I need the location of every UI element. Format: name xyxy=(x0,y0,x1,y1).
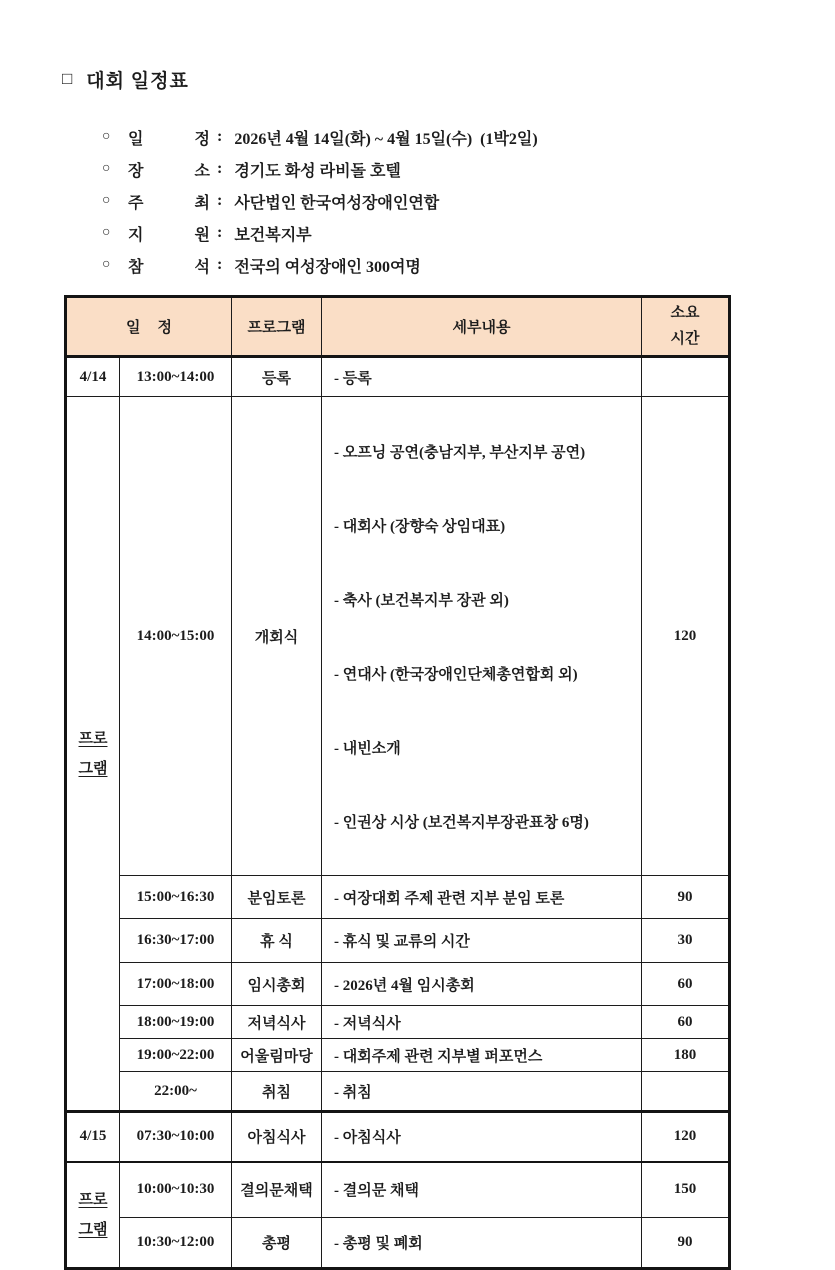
event-info-list xyxy=(102,121,538,281)
time-cell: 16:30~17:00 xyxy=(120,919,232,963)
schedule-row-general-meeting xyxy=(66,963,730,1006)
details-cell: - 휴식 및 교류의 시간 xyxy=(322,919,642,963)
day-cell: 4/15 xyxy=(66,1112,120,1162)
schedule-row-dinner xyxy=(66,1006,730,1039)
schedule-row-breakfast xyxy=(66,1112,730,1162)
info-label xyxy=(128,222,210,245)
info-label-char: 일 xyxy=(128,130,144,148)
program-cell: 분임토론 xyxy=(232,876,322,919)
schedule-row-review-closing xyxy=(66,1218,730,1269)
duration-cell: 30 xyxy=(642,919,730,963)
page-title-text: 대회 일정표 xyxy=(86,71,189,92)
info-line-venue xyxy=(102,153,538,185)
header-details: 세부내용 xyxy=(322,297,642,357)
program-group-cell xyxy=(66,1162,120,1269)
time-cell: 17:00~18:00 xyxy=(120,963,232,1006)
header-duration xyxy=(642,297,730,357)
details-line: - 인권상 시상 (보건복지부장관표창 6명) xyxy=(334,814,589,831)
info-line-support xyxy=(102,217,538,249)
time-cell: 14:00~15:00 xyxy=(120,397,232,876)
program-cell: 결의문채택 xyxy=(232,1162,322,1218)
details-cell: - 2026년 4월 임시총회 xyxy=(322,963,642,1006)
schedule-row-registration xyxy=(66,357,730,397)
duration-cell: 120 xyxy=(642,1112,730,1162)
schedule-table xyxy=(64,295,731,1270)
program-cell: 어울림마당 xyxy=(232,1039,322,1072)
square-bullet-icon: □ xyxy=(62,69,74,88)
info-label-char: 참 xyxy=(128,258,144,276)
info-separator: : xyxy=(217,128,223,145)
program-group-line1: 프로 xyxy=(78,1191,108,1208)
duration-cell: 90 xyxy=(642,1218,730,1269)
info-label-char: 소 xyxy=(194,162,210,180)
program-cell: 총평 xyxy=(232,1218,322,1269)
program-cell: 취침 xyxy=(232,1072,322,1112)
details-line: - 대회사 (장향숙 상임대표) xyxy=(334,518,506,535)
program-cell: 휴 식 xyxy=(232,919,322,963)
program-cell: 개회식 xyxy=(232,397,322,876)
circle-bullet-icon: ○ xyxy=(102,225,111,240)
time-cell: 19:00~22:00 xyxy=(120,1039,232,1072)
info-label-char: 정 xyxy=(194,130,210,148)
info-separator: : xyxy=(217,224,223,241)
details-cell xyxy=(322,397,642,876)
program-cell: 아침식사 xyxy=(232,1112,322,1162)
info-label xyxy=(128,254,210,277)
header-program: 프로그램 xyxy=(232,297,322,357)
info-value-date: 2026년 4월 14일(화) ~ 4월 15일(수) (1박2일) xyxy=(234,130,538,148)
schedule-row-performance xyxy=(66,1039,730,1072)
time-cell: 10:30~12:00 xyxy=(120,1218,232,1269)
header-duration-line2: 시간 xyxy=(670,330,700,347)
program-group-line2: 그램 xyxy=(78,1221,108,1238)
info-separator: : xyxy=(217,192,223,209)
circle-bullet-icon: ○ xyxy=(102,161,111,176)
info-line-host xyxy=(102,185,538,217)
time-cell: 07:30~10:00 xyxy=(120,1112,232,1162)
info-label-char: 원 xyxy=(194,226,210,244)
info-separator: : xyxy=(217,256,223,273)
info-label-char: 최 xyxy=(194,194,210,212)
info-line-date xyxy=(102,121,538,153)
duration-cell xyxy=(642,357,730,397)
details-cell: - 아침식사 xyxy=(322,1112,642,1162)
details-cell: - 취침 xyxy=(322,1072,642,1112)
details-line: - 연대사 (한국장애인단체총연합회 외) xyxy=(334,666,578,683)
info-label-char: 지 xyxy=(128,226,144,244)
details-cell: - 등록 xyxy=(322,357,642,397)
program-cell: 저녁식사 xyxy=(232,1006,322,1039)
header-schedule-char: 일 xyxy=(126,320,141,336)
circle-bullet-icon: ○ xyxy=(102,257,111,272)
info-value-support: 보건복지부 xyxy=(234,226,312,244)
header-schedule-char: 정 xyxy=(157,320,172,336)
details-cell: - 여장대회 주제 관련 지부 분임 토론 xyxy=(322,876,642,919)
details-cell: - 결의문 채택 xyxy=(322,1162,642,1218)
time-cell: 18:00~19:00 xyxy=(120,1006,232,1039)
duration-cell: 180 xyxy=(642,1039,730,1072)
schedule-table-container xyxy=(64,295,731,1270)
info-label-char: 장 xyxy=(128,162,144,180)
duration-cell: 120 xyxy=(642,397,730,876)
time-cell: 10:00~10:30 xyxy=(120,1162,232,1218)
info-label xyxy=(128,158,210,181)
details-cell: - 총평 및 폐회 xyxy=(322,1218,642,1269)
info-value-attendees: 전국의 여성장애인 300여명 xyxy=(234,258,421,276)
schedule-row-break xyxy=(66,919,730,963)
schedule-row-resolution xyxy=(66,1162,730,1218)
info-separator: : xyxy=(217,160,223,177)
details-line: - 축사 (보건복지부 장관 외) xyxy=(334,592,509,609)
duration-cell: 90 xyxy=(642,876,730,919)
info-label xyxy=(128,190,210,213)
circle-bullet-icon: ○ xyxy=(102,129,111,144)
info-value-venue: 경기도 화성 라비돌 호텔 xyxy=(234,162,401,180)
schedule-row-group-discussion xyxy=(66,876,730,919)
header-duration-line1: 소요 xyxy=(670,305,700,321)
header-schedule xyxy=(66,297,232,357)
program-group-line2: 그램 xyxy=(78,760,108,777)
program-group-cell xyxy=(66,397,120,1112)
day-cell: 4/14 xyxy=(66,357,120,397)
details-cell: - 대회주제 관련 지부별 퍼포먼스 xyxy=(322,1039,642,1072)
info-label-char: 석 xyxy=(194,258,210,276)
time-cell: 15:00~16:30 xyxy=(120,876,232,919)
details-line: - 내빈소개 xyxy=(334,740,401,757)
info-value-host: 사단법인 한국여성장애인연합 xyxy=(234,194,440,212)
program-cell: 임시총회 xyxy=(232,963,322,1006)
info-label xyxy=(128,126,210,149)
duration-cell: 60 xyxy=(642,1006,730,1039)
page-title xyxy=(62,66,189,93)
info-line-attendees xyxy=(102,249,538,281)
schedule-row-opening-ceremony xyxy=(66,397,730,876)
table-header-row xyxy=(66,297,730,357)
program-group-line1: 프로 xyxy=(78,730,108,747)
time-cell: 13:00~14:00 xyxy=(120,357,232,397)
circle-bullet-icon: ○ xyxy=(102,193,111,208)
duration-cell xyxy=(642,1072,730,1112)
info-label-char: 주 xyxy=(128,194,144,212)
details-cell: - 저녁식사 xyxy=(322,1006,642,1039)
schedule-row-bedtime xyxy=(66,1072,730,1112)
program-cell: 등록 xyxy=(232,357,322,397)
duration-cell: 150 xyxy=(642,1162,730,1218)
details-line: - 오프닝 공연(충남지부, 부산지부 공연) xyxy=(334,444,586,461)
duration-cell: 60 xyxy=(642,963,730,1006)
time-cell: 22:00~ xyxy=(120,1072,232,1112)
